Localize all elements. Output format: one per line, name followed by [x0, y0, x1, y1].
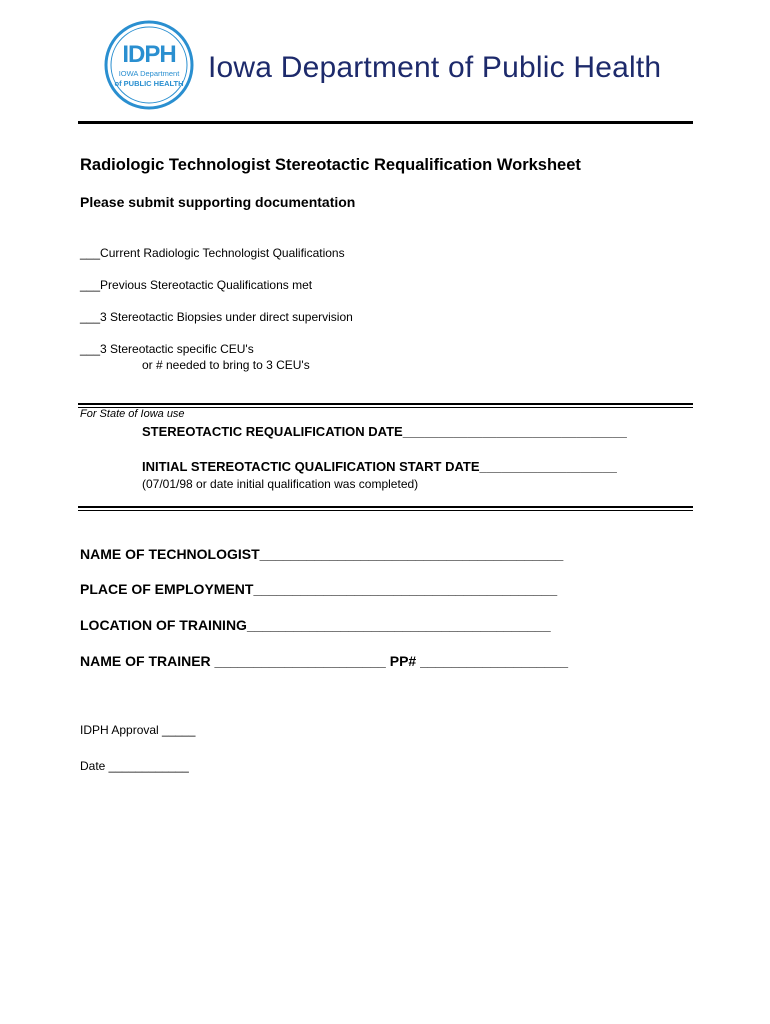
document-subtitle: Please submit supporting documentation	[80, 194, 356, 210]
checklist-item-current-qualifications: ___Current Radiologic Technologist Qualifications	[80, 246, 345, 260]
header-divider	[78, 121, 693, 124]
state-use-heading: For State of Iowa use	[80, 408, 185, 420]
technologist-name-field: NAME OF TECHNOLOGIST_______________________________________	[80, 546, 564, 562]
requalification-date-field: STEREOTACTIC REQUALIFICATION DATE_______________________________	[142, 424, 627, 439]
location-of-training-field: LOCATION OF TRAINING_______________________________________	[80, 617, 551, 633]
checklist-item-previous-qualifications: ___Previous Stereotactic Qualifications met	[80, 278, 313, 292]
trainer-name-field: NAME OF TRAINER ______________________ PP# ___________________	[80, 653, 569, 669]
logo-subtext-1: IOWA Department	[118, 69, 180, 78]
logo-subtext-2: of PUBLIC HEALTH	[114, 79, 184, 88]
idph-approval-field: IDPH Approval _____	[80, 723, 196, 737]
idph-logo	[104, 20, 194, 110]
org-name: Iowa Department of Public Health	[208, 51, 662, 84]
state-section-bottom-divider	[78, 506, 693, 511]
initial-qualification-note: (07/01/98 or date initial qualification was completed)	[142, 477, 419, 491]
checklist-item-biopsies: ___3 Stereotactic Biopsies under direct supervision	[80, 310, 353, 324]
document-title: Radiologic Technologist Stereotactic Requalification Worksheet	[80, 156, 581, 174]
initial-qualification-date-field: INITIAL STEREOTACTIC QUALIFICATION START DATE___________________	[142, 459, 617, 474]
logo-text: IDPH	[122, 41, 176, 68]
approval-date-field: Date ____________	[80, 759, 189, 773]
checklist-item-ceus-note: or # needed to bring to 3 CEU's	[142, 358, 310, 372]
idph-seal-graphic	[104, 20, 194, 110]
place-of-employment-field: PLACE OF EMPLOYMENT_______________________________________	[80, 581, 558, 597]
checklist-item-ceus: ___3 Stereotactic specific CEU's	[80, 342, 254, 356]
